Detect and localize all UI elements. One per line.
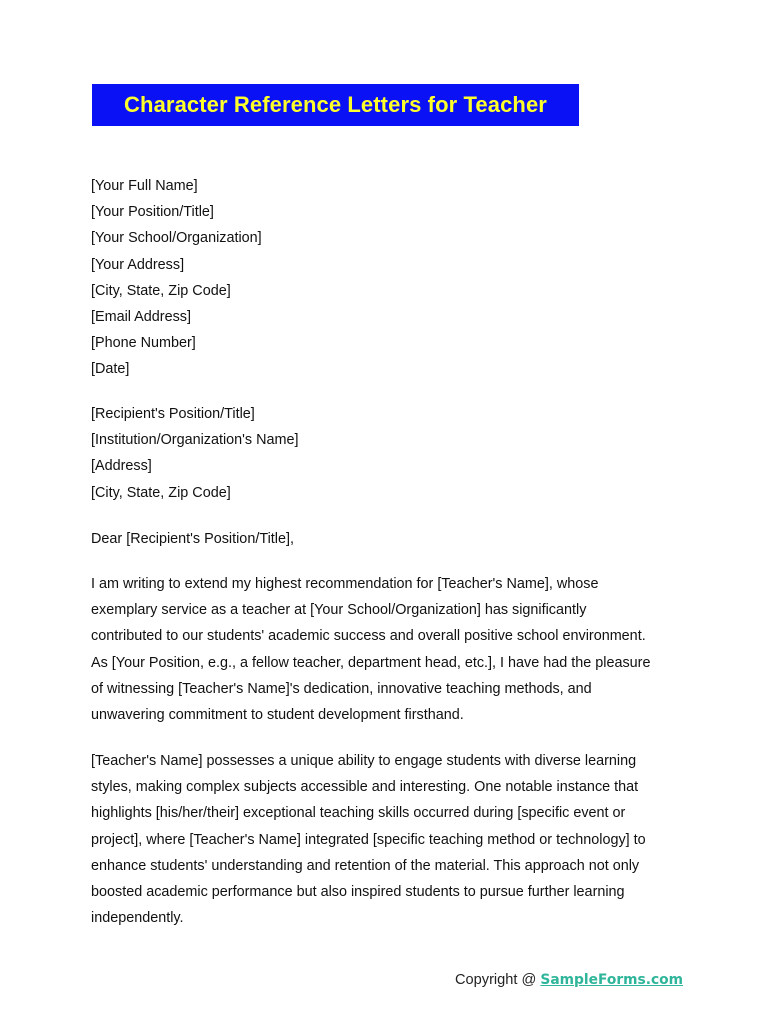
salutation bbox=[91, 526, 294, 552]
paragraph-line: [Teacher's Name] possesses a unique ability to engage students with diverse learning bbox=[91, 753, 637, 769]
document-title: Character Reference Letters for Teacher bbox=[124, 92, 547, 117]
paragraph-teaching-skills bbox=[91, 748, 646, 931]
paragraph-line: I am writing to extend my highest recommendation for [Teacher's Name], whose bbox=[91, 576, 599, 592]
copyright-footer bbox=[455, 972, 683, 988]
recipient-position: [Recipient's Position/Title] bbox=[91, 406, 255, 422]
paragraph-recommendation bbox=[91, 571, 650, 728]
paragraph-line: independently. bbox=[91, 910, 184, 927]
paragraph-line: of witnessing [Teacher's Name]'s dedication, innovative teaching methods, and bbox=[91, 680, 592, 697]
salutation-text: Dear [Recipient's Position/Title], bbox=[91, 531, 294, 547]
sender-position: [Your Position/Title] bbox=[91, 204, 214, 221]
sender-full-name: [Your Full Name] bbox=[91, 178, 198, 194]
paragraph-line: styles, making complex subjects accessible and interesting. One notable instance that bbox=[91, 779, 639, 796]
sender-address-block bbox=[91, 173, 262, 383]
paragraph-line: unwavering commitment to student development firsthand. bbox=[91, 707, 464, 724]
paragraph-line: project], where [Teacher's Name] integrated [specific teaching method or technology] to bbox=[91, 831, 646, 848]
brand-link[interactable]: SampleForms.com bbox=[540, 972, 683, 988]
recipient-organization: [Institution/Organization's Name] bbox=[91, 432, 299, 449]
paragraph-line: highlights [his/her/their] exceptional teaching skills occurred during [specific event or bbox=[91, 805, 626, 822]
paragraph-line: boosted academic performance but also inspired students to pursue further learning bbox=[91, 884, 625, 901]
sender-city-state-zip: [City, State, Zip Code] bbox=[91, 282, 231, 299]
paragraph-line: exemplary service as a teacher at [Your School/Organization] has significantly bbox=[91, 602, 587, 619]
paragraph-line: enhance students' understanding and retention of the material. This approach not only bbox=[91, 857, 640, 874]
recipient-city-state-zip: [City, State, Zip Code] bbox=[91, 484, 231, 501]
sender-organization: [Your School/Organization] bbox=[91, 230, 262, 247]
paragraph-line: As [Your Position, e.g., a fellow teacher, department head, etc.], I have had the pleasure bbox=[91, 654, 651, 671]
title-banner bbox=[92, 84, 579, 126]
recipient-address-block bbox=[91, 401, 299, 506]
letter-date: [Date] bbox=[91, 361, 130, 378]
paragraph-line: contributed to our students' academic success and overall positive school environment. bbox=[91, 628, 646, 645]
sender-address: [Your Address] bbox=[91, 256, 185, 273]
recipient-address: [Address] bbox=[91, 458, 152, 475]
sender-phone: [Phone Number] bbox=[91, 335, 196, 352]
copyright-label: Copyright @ bbox=[455, 972, 541, 988]
sender-email: [Email Address] bbox=[91, 309, 191, 326]
